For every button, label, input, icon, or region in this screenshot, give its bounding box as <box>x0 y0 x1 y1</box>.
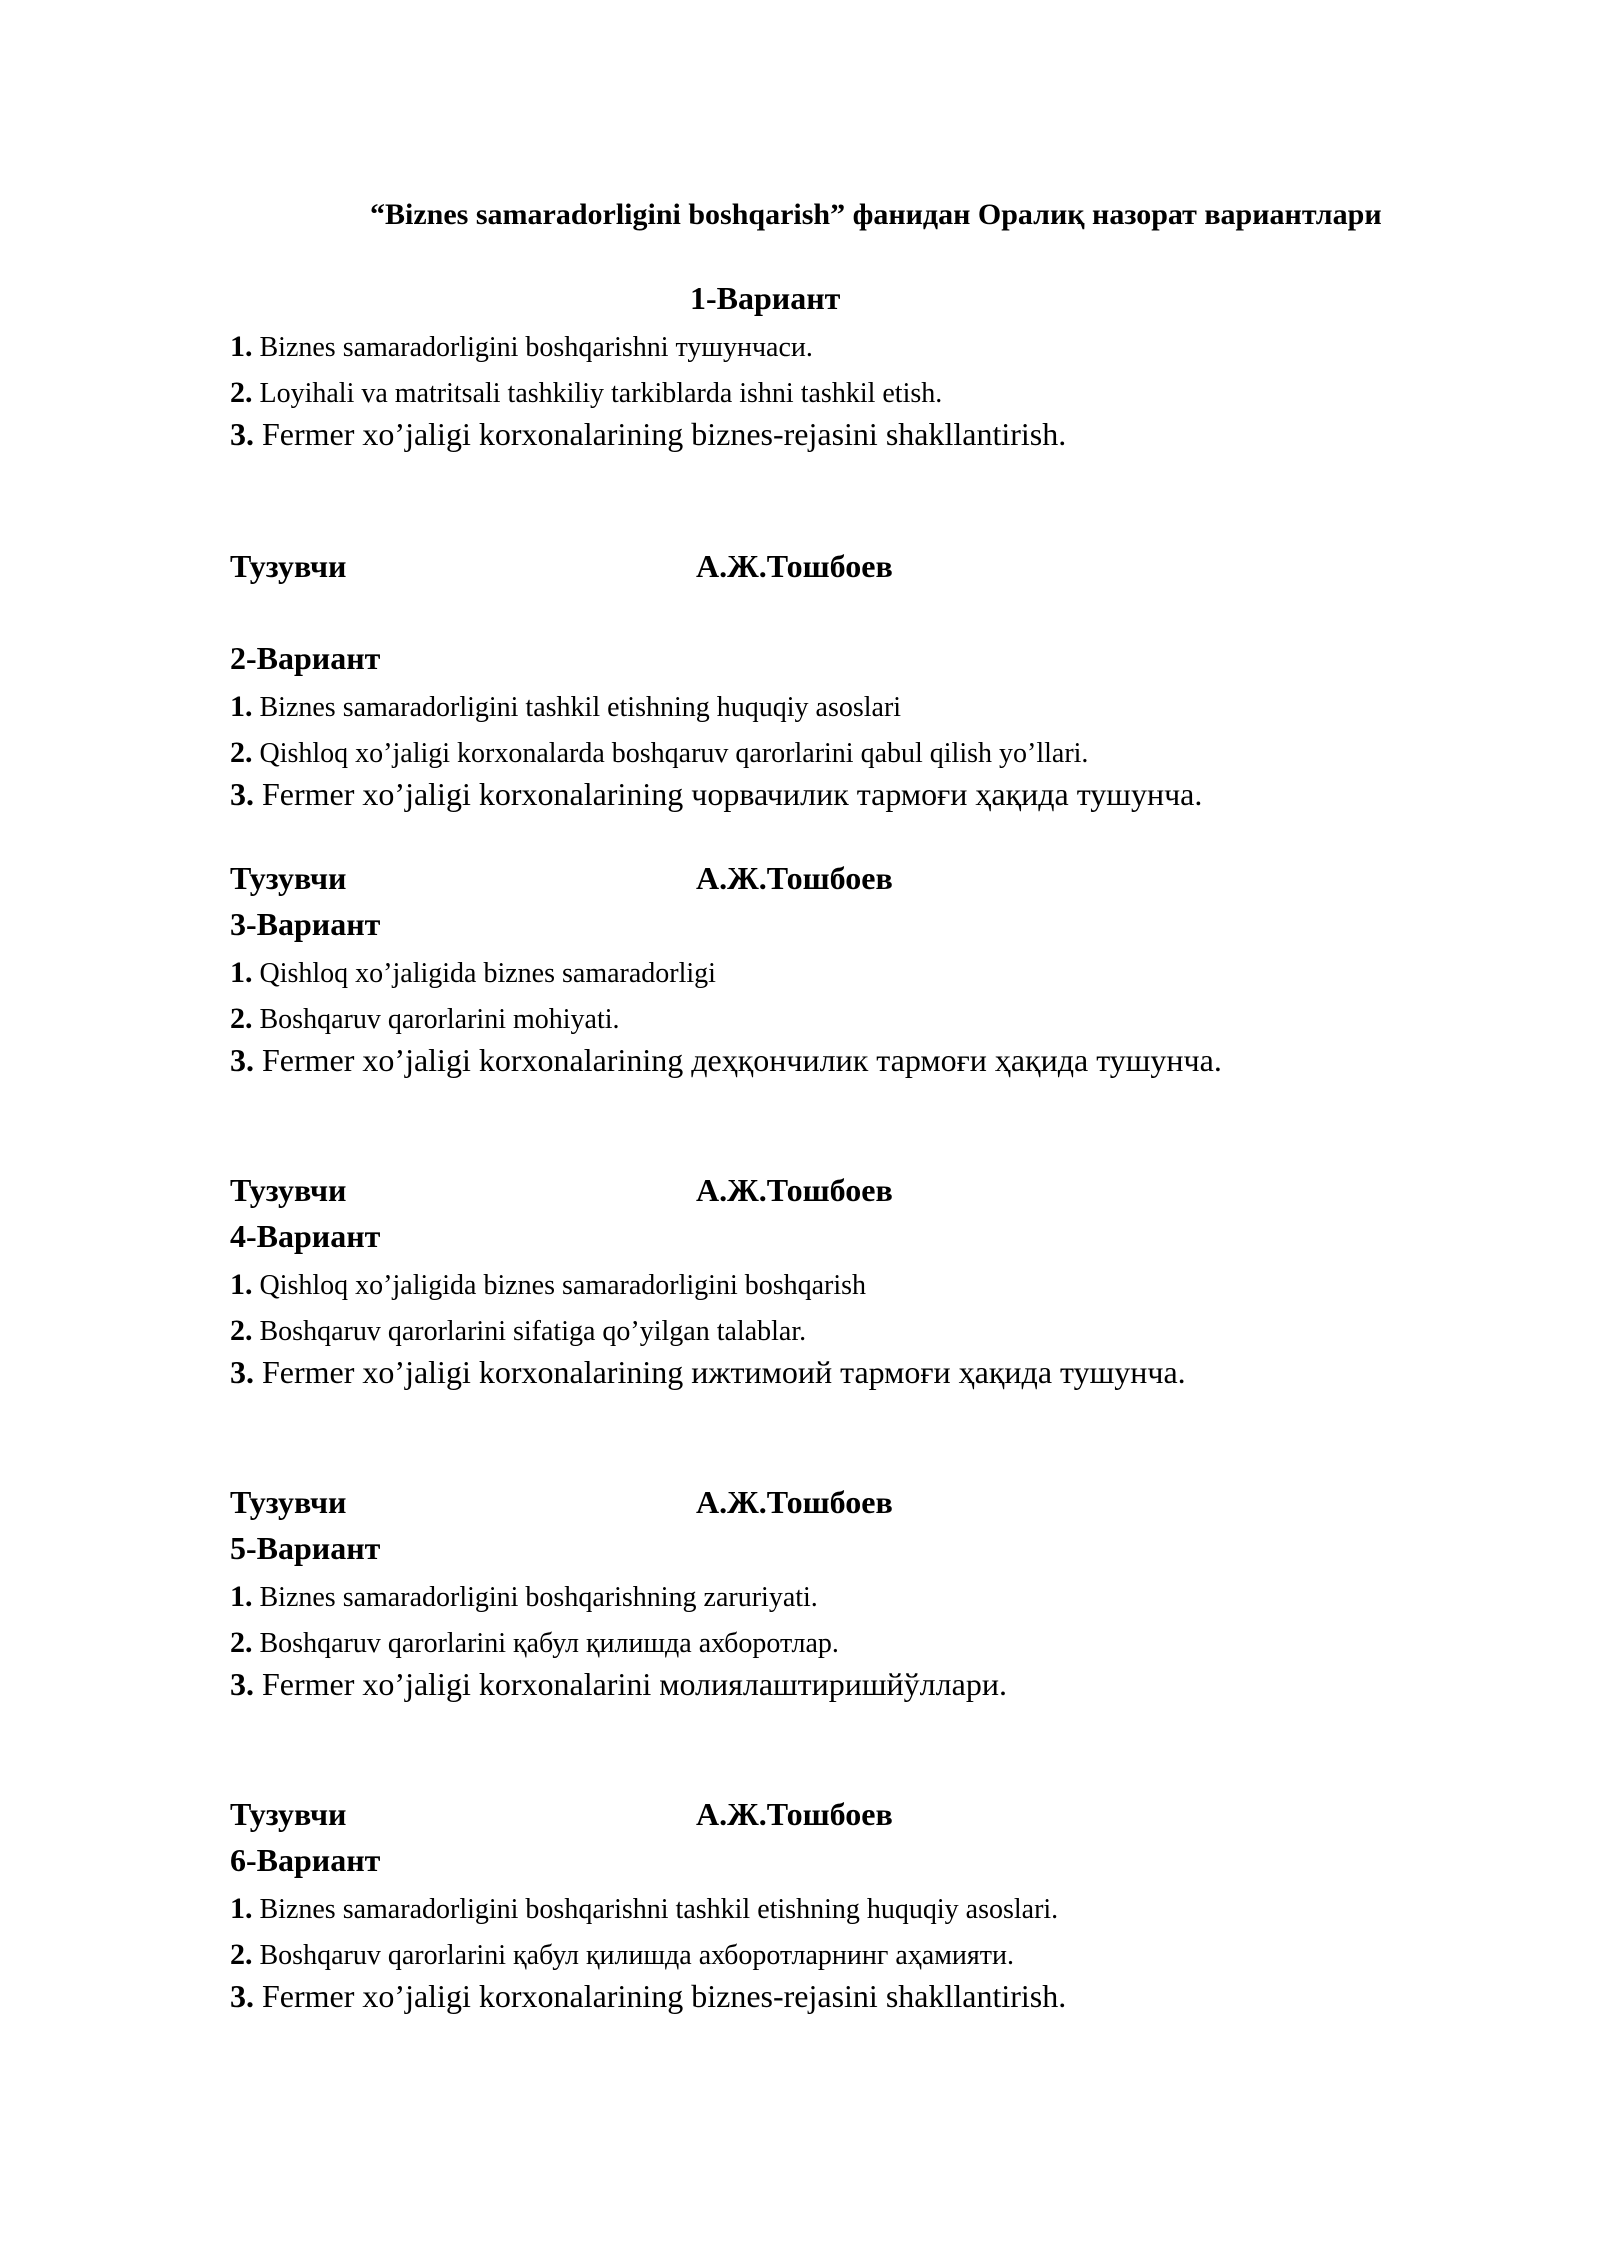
variant-4-heading: 4-Вариант <box>230 1218 381 1254</box>
variant-2-question-1 <box>230 690 901 724</box>
variant-2-question-3 <box>230 776 1202 813</box>
question-text: Fermer xo’jaligi korxonalarining biznes-rejasini shakllantirish. <box>254 416 1067 452</box>
question-number: 2. <box>230 376 253 409</box>
question-text: Biznes samaradorligini tashkil etishning huquqiy asoslari <box>252 692 902 723</box>
signature-label-2: Тузувчи <box>230 860 347 896</box>
variant-6-question-2 <box>230 1938 1014 1972</box>
question-text: Fermer xo’jaligi korxonalarining деҳқончилик тармоғи ҳақида тушунча. <box>254 1042 1222 1078</box>
variant-4-question-1 <box>230 1268 866 1302</box>
variant-3-question-1 <box>230 956 716 990</box>
variant-2-question-2 <box>230 736 1088 770</box>
question-number: 1. <box>230 690 253 723</box>
question-text: Biznes samaradorligini boshqarishni tashkil etishning huquqiy asoslari. <box>252 1894 1059 1925</box>
signature-name-4: А.Ж.Тошбоев <box>696 1484 893 1520</box>
question-number: 3. <box>230 1978 254 2014</box>
question-text: Qishloq xo’jaligi korxonalarda boshqaruv qarorlarini qabul qilish yo’llari. <box>252 738 1089 769</box>
variant-4-question-3 <box>230 1354 1186 1391</box>
signature-label-1: Тузувчи <box>230 548 347 584</box>
variant-1-question-2 <box>230 376 942 410</box>
question-number: 1. <box>230 1580 253 1613</box>
question-text: Qishloq xo’jaligida biznes samaradorligini boshqarish <box>252 1270 867 1301</box>
question-text: Loyihali va matritsali tashkiliy tarkiblarda ishni tashkil etish. <box>252 378 943 409</box>
variant-1-question-1 <box>230 330 813 364</box>
question-number: 3. <box>230 1354 254 1390</box>
question-number: 3. <box>230 1042 254 1078</box>
question-number: 3. <box>230 416 254 452</box>
question-text: Fermer xo’jaligi korxonalarining biznes-rejasini shakllantirish. <box>254 1978 1067 2014</box>
question-text: Fermer xo’jaligi korxonalarining ижтимоий тармоғи ҳақида тушунча. <box>254 1354 1186 1390</box>
question-number: 1. <box>230 1892 253 1925</box>
variant-6-heading: 6-Вариант <box>230 1842 381 1878</box>
signature-label-5: Тузувчи <box>230 1796 347 1832</box>
question-number: 2. <box>230 1626 253 1659</box>
question-text: Fermer xo’jaligi korxonalarini молиялаштиришйўллари. <box>254 1666 1007 1702</box>
question-text: Boshqaruv qarorlarini sifatiga qo’yilgan talablar. <box>252 1316 807 1347</box>
variant-5-question-2 <box>230 1626 839 1660</box>
variant-6-question-3 <box>230 1978 1066 2015</box>
signature-name-2: А.Ж.Тошбоев <box>696 860 893 896</box>
variant-2-heading: 2-Вариант <box>230 640 381 676</box>
signature-name-1: А.Ж.Тошбоев <box>696 548 893 584</box>
variant-6-question-1 <box>230 1892 1058 1926</box>
variant-5-heading: 5-Вариант <box>230 1530 381 1566</box>
question-number: 2. <box>230 1002 253 1035</box>
question-number: 1. <box>230 330 253 363</box>
variant-5-question-1 <box>230 1580 818 1614</box>
document-title: “Biznes samaradorligini boshqarish” фанидан Оралиқ назорат вариантлари <box>370 198 1382 231</box>
question-text: Boshqaruv qarorlarini қабул қилишда ахборотлар. <box>252 1628 839 1659</box>
variant-5-question-3 <box>230 1666 1007 1703</box>
question-text: Biznes samaradorligini boshqarishning zaruriyati. <box>252 1582 818 1613</box>
signature-name-5: А.Ж.Тошбоев <box>696 1796 893 1832</box>
question-text: Biznes samaradorligini boshqarishni тушунчаси. <box>252 332 813 363</box>
variant-1-heading: 1-Вариант <box>690 280 841 316</box>
question-number: 2. <box>230 1938 253 1971</box>
question-text: Fermer xo’jaligi korxonalarining чорвачилик тармоғи ҳақида тушунча. <box>254 776 1203 812</box>
question-text: Boshqaruv qarorlarini mohiyati. <box>252 1004 620 1035</box>
question-number: 2. <box>230 1314 253 1347</box>
question-number: 1. <box>230 956 253 989</box>
question-number: 3. <box>230 776 254 812</box>
signature-label-3: Тузувчи <box>230 1172 347 1208</box>
question-text: Qishloq xo’jaligida biznes samaradorligi <box>252 958 716 989</box>
signature-label-4: Тузувчи <box>230 1484 347 1520</box>
variant-3-question-3 <box>230 1042 1222 1079</box>
signature-name-3: А.Ж.Тошбоев <box>696 1172 893 1208</box>
variant-3-question-2 <box>230 1002 620 1036</box>
question-number: 3. <box>230 1666 254 1702</box>
variant-1-question-3 <box>230 416 1066 453</box>
question-number: 1. <box>230 1268 253 1301</box>
question-text: Boshqaruv qarorlarini қабул қилишда ахборотларнинг аҳамияти. <box>252 1940 1014 1971</box>
variant-3-heading: 3-Вариант <box>230 906 381 942</box>
question-number: 2. <box>230 736 253 769</box>
variant-4-question-2 <box>230 1314 806 1348</box>
